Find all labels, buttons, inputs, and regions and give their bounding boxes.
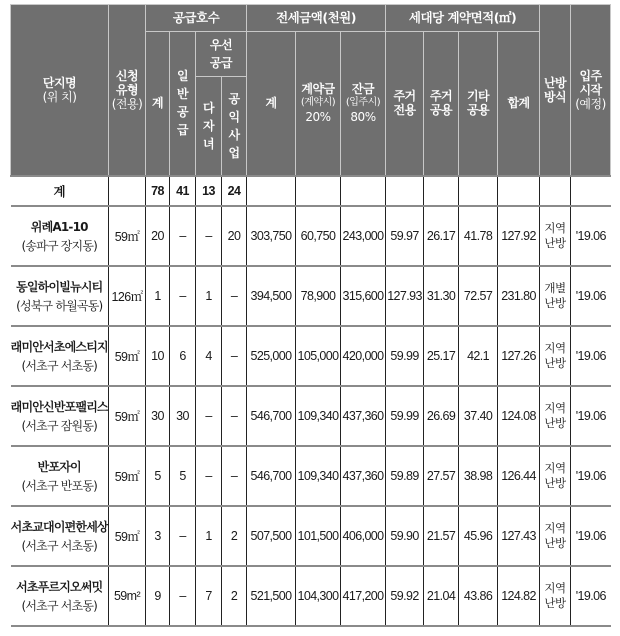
balance-note: (입주시) bbox=[345, 97, 381, 109]
table-row bbox=[11, 446, 611, 506]
balance: 406,000 bbox=[341, 506, 386, 566]
complex-name: 래미안신반포팰리스 bbox=[10, 399, 108, 414]
total-empty bbox=[498, 176, 540, 206]
apply-type: 126㎡ bbox=[109, 266, 146, 326]
total-general: 41 bbox=[170, 176, 196, 206]
res-exclusive: 59.92 bbox=[386, 566, 424, 626]
res-common: 26.17 bbox=[424, 206, 459, 266]
complex-cell bbox=[11, 446, 109, 506]
other-common: 42.1 bbox=[459, 326, 498, 386]
multi-child: 1 bbox=[196, 266, 222, 326]
contract-fee-pct: 20% bbox=[305, 110, 331, 125]
heating-type: 지역난방 bbox=[544, 580, 566, 610]
apply-type-line1: 신청 bbox=[115, 68, 139, 83]
table-row bbox=[11, 206, 611, 266]
contract-fee: 109,340 bbox=[296, 386, 341, 446]
multi-child: 7 bbox=[196, 566, 222, 626]
balance: 417,200 bbox=[341, 566, 386, 626]
res-common: 25.17 bbox=[424, 326, 459, 386]
balance: 437,360 bbox=[341, 446, 386, 506]
table-row bbox=[11, 566, 611, 626]
heating-type: 지역난방 bbox=[544, 340, 566, 370]
total-empty bbox=[424, 176, 459, 206]
res-exclusive: 127.93 bbox=[386, 266, 424, 326]
other-common: 38.98 bbox=[459, 446, 498, 506]
complex-name: 동일하이빌뉴시티 bbox=[16, 279, 103, 294]
supply-total: 5 bbox=[146, 446, 170, 506]
deposit-total: 507,500 bbox=[247, 506, 296, 566]
move-in: '19.06 bbox=[571, 386, 611, 446]
supply-total: 10 bbox=[146, 326, 170, 386]
res-exclusive: 59.97 bbox=[386, 206, 424, 266]
deposit-total: 394,500 bbox=[247, 266, 296, 326]
contract-fee: 78,900 bbox=[296, 266, 341, 326]
other-common: 41.78 bbox=[459, 206, 498, 266]
total-empty bbox=[247, 176, 296, 206]
col-group-supply-units: 공급호수 bbox=[146, 5, 247, 32]
other-common: 72.57 bbox=[459, 266, 498, 326]
move-in: '19.06 bbox=[571, 326, 611, 386]
heating-type: 지역난방 bbox=[544, 460, 566, 490]
balance: 420,000 bbox=[341, 326, 386, 386]
res-common: 21.57 bbox=[424, 506, 459, 566]
total-label: 계 bbox=[11, 176, 109, 206]
public-project: 2 bbox=[222, 566, 247, 626]
table-row bbox=[11, 506, 611, 566]
deposit-total: 525,000 bbox=[247, 326, 296, 386]
public-project: – bbox=[222, 446, 247, 506]
public-project: 2 bbox=[222, 506, 247, 566]
complex-name: 서초푸르지오써밋 bbox=[16, 579, 103, 594]
deposit-total: 546,700 bbox=[247, 446, 296, 506]
deposit-total: 521,500 bbox=[247, 566, 296, 626]
public-project-label: 공익사업 bbox=[228, 91, 240, 160]
res-common-label: 주거공용 bbox=[429, 89, 453, 118]
col-header-deposit-total: 계 bbox=[247, 32, 296, 176]
table-row bbox=[11, 326, 611, 386]
area-total: 231.80 bbox=[498, 266, 540, 326]
area-total: 124.08 bbox=[498, 386, 540, 446]
heating-line1: 난방 bbox=[543, 75, 567, 90]
complex-name: 래미안서초에스티지 bbox=[10, 339, 108, 354]
col-header-apply-type bbox=[109, 5, 146, 176]
general-supply: 5 bbox=[170, 446, 196, 506]
balance: 315,600 bbox=[341, 266, 386, 326]
total-multi-child: 13 bbox=[196, 176, 222, 206]
area-total: 124.82 bbox=[498, 566, 540, 626]
complex-location: (서초구 서초동) bbox=[21, 358, 98, 373]
balance-label: 잔금 bbox=[351, 82, 375, 97]
heating-cell bbox=[540, 566, 571, 626]
move-in-line3: (예정) bbox=[575, 96, 606, 111]
col-header-public-project bbox=[222, 77, 247, 176]
move-in-line2: 시작 bbox=[579, 82, 602, 97]
col-header-general-supply bbox=[170, 32, 196, 176]
other-common: 37.40 bbox=[459, 386, 498, 446]
heating-cell bbox=[540, 266, 571, 326]
complex-name-label: 단지명 bbox=[42, 75, 77, 90]
res-exclusive: 59.89 bbox=[386, 446, 424, 506]
total-empty bbox=[571, 176, 611, 206]
heating-type: 지역난방 bbox=[544, 220, 566, 250]
multi-child: – bbox=[196, 386, 222, 446]
multi-child: – bbox=[196, 446, 222, 506]
contract-fee: 101,500 bbox=[296, 506, 341, 566]
other-common-label: 기타공용 bbox=[466, 89, 490, 118]
public-project: – bbox=[222, 326, 247, 386]
col-header-multi-child bbox=[196, 77, 222, 176]
res-exclusive-label: 주거전용 bbox=[393, 89, 416, 118]
complex-cell bbox=[11, 386, 109, 446]
area-total: 127.43 bbox=[498, 506, 540, 566]
move-in-line1: 입주 bbox=[579, 68, 602, 83]
deposit-total: 303,750 bbox=[247, 206, 296, 266]
complex-name: 위례A1-10 bbox=[30, 219, 88, 234]
apply-type-line2: 유형 bbox=[115, 82, 139, 97]
col-header-balance bbox=[341, 32, 386, 176]
general-supply: – bbox=[170, 206, 196, 266]
total-empty bbox=[296, 176, 341, 206]
col-header-heating bbox=[540, 5, 571, 176]
contract-fee-note: (계약시) bbox=[300, 97, 336, 109]
complex-location-label: (위 치) bbox=[42, 89, 77, 104]
apply-type: 59㎡ bbox=[109, 446, 146, 506]
col-group-priority-supply bbox=[196, 32, 247, 77]
heating-cell bbox=[540, 506, 571, 566]
other-common: 43.86 bbox=[459, 566, 498, 626]
other-common: 45.96 bbox=[459, 506, 498, 566]
total-empty bbox=[459, 176, 498, 206]
public-project: 20 bbox=[222, 206, 247, 266]
area-total: 127.26 bbox=[498, 326, 540, 386]
move-in: '19.06 bbox=[571, 506, 611, 566]
multi-child-label: 다자녀 bbox=[202, 100, 215, 151]
res-common: 26.69 bbox=[424, 386, 459, 446]
area-total: 127.92 bbox=[498, 206, 540, 266]
complex-location: (서초구 잠원동) bbox=[21, 418, 98, 433]
contract-fee-label: 계약금 bbox=[301, 82, 335, 97]
heating-cell bbox=[540, 386, 571, 446]
table-row bbox=[11, 266, 611, 326]
complex-cell bbox=[11, 566, 109, 626]
complex-name: 반포자이 bbox=[37, 459, 81, 474]
col-header-move-in bbox=[571, 5, 611, 176]
supply-total: 30 bbox=[146, 386, 170, 446]
col-group-area: 세대당 계약면적(㎡) bbox=[386, 5, 540, 32]
supply-total: 9 bbox=[146, 566, 170, 626]
total-empty bbox=[540, 176, 571, 206]
complex-location: (성북구 하월곡동) bbox=[16, 298, 103, 313]
multi-child: 1 bbox=[196, 506, 222, 566]
complex-name: 서초교대이편한세상 bbox=[10, 519, 108, 534]
total-apply-type bbox=[109, 176, 146, 206]
supply-total: 20 bbox=[146, 206, 170, 266]
heating-type: 개별난방 bbox=[544, 280, 566, 310]
complex-location: (송파구 장지동) bbox=[21, 238, 98, 253]
heating-line2: 방식 bbox=[543, 89, 567, 104]
res-exclusive: 59.99 bbox=[386, 326, 424, 386]
heating-cell bbox=[540, 446, 571, 506]
res-exclusive: 59.99 bbox=[386, 386, 424, 446]
general-supply: – bbox=[170, 266, 196, 326]
complex-cell bbox=[11, 206, 109, 266]
complex-location: (서초구 반포동) bbox=[21, 478, 98, 493]
col-header-supply-total: 계 bbox=[146, 32, 170, 176]
total-supply: 78 bbox=[146, 176, 170, 206]
res-common: 27.57 bbox=[424, 446, 459, 506]
complex-cell bbox=[11, 266, 109, 326]
contract-fee: 109,340 bbox=[296, 446, 341, 506]
total-row bbox=[11, 176, 611, 206]
complex-location: (서초구 서초동) bbox=[21, 538, 98, 553]
res-common: 21.04 bbox=[424, 566, 459, 626]
col-group-deposit: 전세금액(천원) bbox=[247, 5, 386, 32]
general-supply: 6 bbox=[170, 326, 196, 386]
general-supply: 30 bbox=[170, 386, 196, 446]
contract-fee: 60,750 bbox=[296, 206, 341, 266]
apply-type: 59㎡ bbox=[109, 206, 146, 266]
housing-supply-table bbox=[10, 4, 611, 627]
table-row bbox=[11, 386, 611, 446]
move-in: '19.06 bbox=[571, 566, 611, 626]
heating-cell bbox=[540, 326, 571, 386]
supply-total: 1 bbox=[146, 266, 170, 326]
priority-supply-label: 우선공급 bbox=[209, 38, 233, 70]
deposit-total: 546,700 bbox=[247, 386, 296, 446]
area-total: 126.44 bbox=[498, 446, 540, 506]
col-header-res-exclusive bbox=[386, 32, 424, 176]
balance: 437,360 bbox=[341, 386, 386, 446]
col-header-res-common bbox=[424, 32, 459, 176]
heating-type: 지역난방 bbox=[544, 520, 566, 550]
general-supply: – bbox=[170, 506, 196, 566]
col-header-other-common bbox=[459, 32, 498, 176]
balance-pct: 80% bbox=[350, 110, 376, 125]
multi-child: 4 bbox=[196, 326, 222, 386]
public-project: – bbox=[222, 386, 247, 446]
complex-cell bbox=[11, 326, 109, 386]
apply-type: 59m² bbox=[109, 566, 146, 626]
heating-cell bbox=[540, 206, 571, 266]
res-common: 31.30 bbox=[424, 266, 459, 326]
supply-total: 3 bbox=[146, 506, 170, 566]
contract-fee: 104,300 bbox=[296, 566, 341, 626]
complex-location: (서초구 서초동) bbox=[21, 598, 98, 613]
balance: 243,000 bbox=[341, 206, 386, 266]
multi-child: – bbox=[196, 206, 222, 266]
total-empty bbox=[386, 176, 424, 206]
apply-type: 59㎡ bbox=[109, 386, 146, 446]
move-in: '19.06 bbox=[571, 446, 611, 506]
general-supply: – bbox=[170, 566, 196, 626]
apply-type: 59㎡ bbox=[109, 326, 146, 386]
apply-type-line3: (전용) bbox=[111, 96, 143, 111]
apply-type: 59㎡ bbox=[109, 506, 146, 566]
complex-cell bbox=[11, 506, 109, 566]
contract-fee: 105,000 bbox=[296, 326, 341, 386]
heating-type: 지역난방 bbox=[544, 400, 566, 430]
total-public-project: 24 bbox=[222, 176, 247, 206]
col-header-area-total: 합계 bbox=[498, 32, 540, 176]
total-empty bbox=[341, 176, 386, 206]
res-exclusive: 59.90 bbox=[386, 506, 424, 566]
col-header-complex bbox=[11, 5, 109, 176]
move-in: '19.06 bbox=[571, 206, 611, 266]
general-supply-label: 일반공급 bbox=[176, 69, 189, 138]
col-header-contract-fee bbox=[296, 32, 341, 176]
move-in: '19.06 bbox=[571, 266, 611, 326]
public-project: – bbox=[222, 266, 247, 326]
